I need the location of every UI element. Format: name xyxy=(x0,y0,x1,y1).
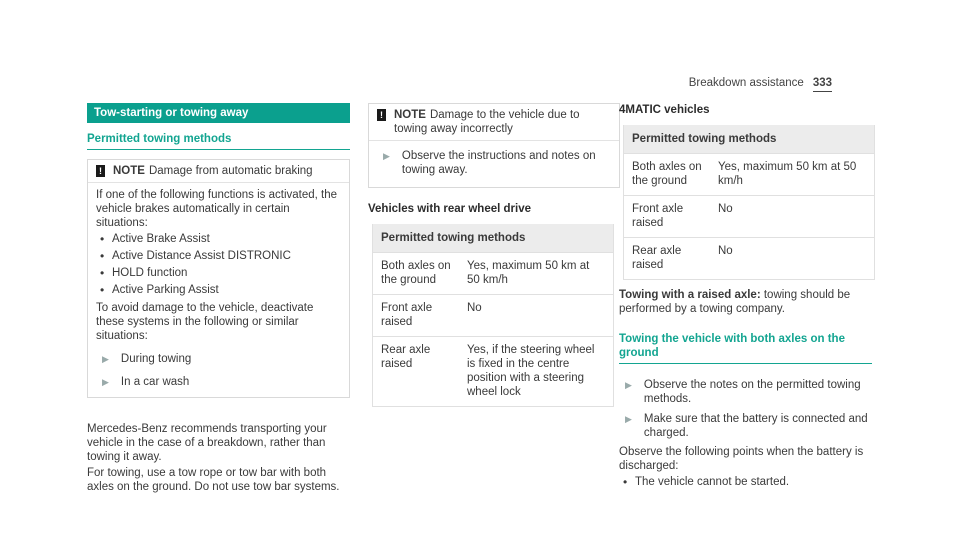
note-label: NOTE xyxy=(394,109,426,121)
4matic-heading: 4MATIC vehicles xyxy=(619,104,710,116)
table-header: Permitted towing methods xyxy=(373,224,613,253)
battery-list xyxy=(619,475,872,489)
list-item: • Active Parking Assist xyxy=(96,283,341,297)
table-row: Rear axle raised Yes, if the steering wheel is fixed in the centre position with a steering wheel lock xyxy=(373,337,613,407)
arrow-right-icon: ▶ xyxy=(383,151,390,161)
permitted-towing-heading: Permitted towing methods xyxy=(87,132,350,150)
note-label: NOTE xyxy=(113,165,145,177)
rwd-table xyxy=(372,224,614,407)
section-title: Breakdown assistance xyxy=(688,77,804,89)
raised-axle-text: Towing with a raised axle: towing should be performed by a towing company. xyxy=(619,289,851,315)
list-item: • The vehicle cannot be started. xyxy=(619,475,872,489)
table-header: Permitted towing methods xyxy=(624,125,874,154)
arrow-right-icon: ▶ xyxy=(625,414,632,424)
step-item: ▶ Make sure that the battery is connected and charged. xyxy=(625,413,868,439)
table-row: Front axle raised No xyxy=(624,196,874,238)
arrow-right-icon: ▶ xyxy=(102,377,109,387)
column-2 xyxy=(368,103,620,407)
note-box xyxy=(87,159,350,398)
towing-both-axles-link[interactable]: Towing the vehicle with both axles on the ground xyxy=(619,332,872,364)
column-3 xyxy=(619,103,872,493)
table-row: Front axle raised No xyxy=(373,295,613,337)
step-item: ▶ In a car wash xyxy=(102,376,190,388)
note-intro: If one of the following functions is activated, the vehicle brakes automatically in certain situations: xyxy=(96,189,338,229)
list-item: • HOLD function xyxy=(96,266,341,280)
rwd-heading: Vehicles with rear wheel drive xyxy=(368,203,531,215)
list-item: • Active Distance Assist DISTRONIC xyxy=(96,249,341,263)
page-header xyxy=(689,76,832,92)
step-item: ▶ Observe the notes on the permitted towing methods. xyxy=(625,379,861,405)
table-row: Both axles on the ground Yes, maximum 50 km at 50 km/h xyxy=(624,154,874,196)
arrow-right-icon: ▶ xyxy=(102,354,109,364)
note-after: To avoid damage to the vehicle, deactivate these systems in the following or similar situations: xyxy=(96,302,314,342)
step-item: ▶ Observe the instructions and notes on towing away. xyxy=(383,150,596,176)
list-item: • Active Brake Assist xyxy=(96,232,341,246)
warning-icon: ! xyxy=(377,109,386,121)
step-item: ▶ During towing xyxy=(102,353,192,365)
4matic-table xyxy=(623,125,875,280)
raised-axle-label: Towing with a raised axle: xyxy=(619,289,761,301)
note-box xyxy=(368,103,620,188)
paragraph: Mercedes-Benz recommends transporting your vehicle in the case of a breakdown, rather than towing it away. xyxy=(87,423,327,463)
note-header xyxy=(88,160,349,183)
paragraph: For towing, use a tow rope or tow bar with both axles on the ground. Do not use tow bar systems. xyxy=(87,467,340,493)
warning-icon: ! xyxy=(96,165,105,177)
note-title: Damage to the vehicle due to towing away incorrectly xyxy=(394,109,580,135)
column-1 xyxy=(87,103,350,494)
section-title-bar: Tow-starting or towing away xyxy=(87,103,350,123)
page-number: 333 xyxy=(813,76,832,92)
note-title: Damage from automatic braking xyxy=(148,165,313,177)
observe-text: Observe the following points when the battery is discharged: xyxy=(619,446,864,472)
note-header xyxy=(369,104,619,141)
arrow-right-icon: ▶ xyxy=(625,380,632,390)
table-row: Rear axle raised No xyxy=(624,238,874,280)
table-row: Both axles on the ground Yes, maximum 50 km at 50 km/h xyxy=(373,253,613,295)
function-list xyxy=(96,232,341,297)
